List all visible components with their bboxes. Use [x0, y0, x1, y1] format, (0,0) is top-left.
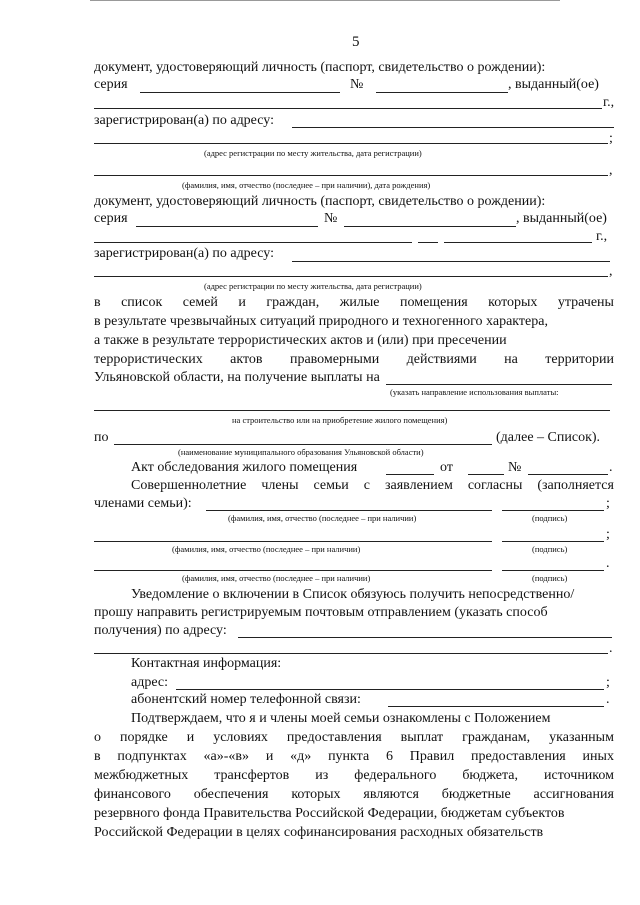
request-line-1-word-6: помещения — [399, 295, 468, 310]
person2-number-field[interactable] — [344, 226, 516, 227]
family-member-1-semicolon: ; — [606, 496, 610, 511]
person2-document-line: документ, удостоверяющий личность (паспорт, свидетельство о рождении): — [94, 194, 546, 209]
contact-address-label: адрес: — [131, 675, 169, 690]
request-line-4-word-1: актов — [230, 352, 263, 367]
person1-semicolon: ; — [609, 131, 613, 146]
confirmation-line-2 — [94, 730, 614, 746]
contact-address-semicolon: ; — [606, 675, 610, 690]
family-intro-word-2: семьи — [313, 478, 349, 493]
person2-issued-by-field[interactable] — [94, 242, 412, 243]
confirmation-line-5-word-2: которых — [291, 787, 341, 802]
person2-comma-2: , — [609, 264, 613, 279]
act-date-field-2[interactable] — [468, 474, 504, 475]
person2-series-label: серия — [94, 211, 128, 226]
request-line-2: в результате чрезвычайных ситуаций природного и техногенного характера, — [94, 314, 548, 329]
person1-number-field[interactable] — [376, 92, 508, 93]
family-intro-word-4: заявлением — [384, 478, 453, 493]
confirmation-line-3 — [94, 749, 614, 765]
request-line-1 — [94, 295, 614, 311]
act-from-label: от — [440, 460, 453, 475]
notification-line-3: получения) по адресу: — [94, 623, 227, 638]
family-intro-line-2: членами семьи): — [94, 496, 192, 511]
confirmation-line-3-word-1: подпунктах — [117, 749, 187, 764]
person2-number-label: № — [324, 211, 338, 226]
family-intro-word-1: члены — [261, 478, 299, 493]
payment-direction-field-2[interactable] — [94, 410, 610, 411]
person1-series-label: серия — [94, 77, 128, 92]
confirmation-line-2-word-1: порядке — [119, 730, 168, 745]
act-number-field[interactable] — [528, 474, 608, 475]
confirmation-line-2-word-0: о — [94, 730, 101, 745]
confirmation-line-5-word-5: ассигнования — [533, 787, 614, 802]
person2-name-field[interactable] — [94, 175, 608, 176]
request-line-3: а также в результате террористических актов и (или) при пресечении — [94, 333, 507, 348]
request-line-1-word-1: список — [121, 295, 163, 310]
person2-issued-day-field[interactable] — [418, 242, 438, 243]
family-member-2-signature-field[interactable] — [502, 541, 604, 542]
confirmation-line-2-word-6: гражданам, — [462, 730, 531, 745]
notification-line-2: прошу направить регистрируемым почтовым отправлением (указать способ — [94, 605, 548, 620]
person1-issued-label: , выданный(ое) — [508, 77, 599, 92]
confirmation-line-4-word-3: федерального — [354, 768, 437, 783]
person1-document-text: документ, удостоверяющий личность (паспорт, свидетельство о рождении): — [94, 60, 546, 75]
person1-series-field[interactable] — [140, 92, 340, 93]
confirmation-line-4-word-0: межбюджетных — [94, 768, 189, 783]
contact-phone-label: абонентский номер телефонной связи: — [131, 692, 361, 707]
family-member-2-name-note: (фамилия, имя, отчество (последнее – при наличии) — [172, 544, 361, 554]
family-intro-word-0: Совершеннолетние — [131, 478, 247, 493]
confirmation-line-4-word-5: источником — [544, 768, 614, 783]
confirmation-line-5-word-4: бюджетные — [441, 787, 511, 802]
notification-address-field[interactable] — [238, 637, 612, 638]
request-line-1-word-4: граждан, — [266, 295, 320, 310]
family-member-1-name-field[interactable] — [206, 510, 492, 511]
request-line-1-word-8: утрачены — [557, 295, 614, 310]
person2-registered-label: зарегистрирован(а) по адресу: — [94, 246, 274, 261]
confirmation-line-4-word-1: трансфертов — [214, 768, 290, 783]
confirmation-line-3-word-9: иных — [582, 749, 614, 764]
confirmation-line-3-word-7: Правил — [409, 749, 455, 764]
confirmation-line-2-word-2: и — [186, 730, 195, 745]
family-intro-word-6: (заполняется — [537, 478, 614, 493]
family-member-2-name-field[interactable] — [94, 541, 492, 542]
family-member-3-name-field[interactable] — [94, 570, 492, 571]
request-line-4 — [94, 352, 614, 368]
construction-note: на строительство или на приобретение жилого помещения) — [232, 415, 448, 425]
family-member-1-signature-field[interactable] — [502, 510, 604, 511]
person1-document-line — [94, 60, 614, 76]
scan-edge-line — [90, 0, 560, 1]
notification-address-field-2[interactable] — [94, 653, 608, 654]
request-line-4-word-4: на — [504, 352, 518, 367]
request-line-4-word-3: действиями — [406, 352, 477, 367]
request-line-4-word-0: террористических — [94, 352, 203, 367]
request-line-1-word-3: и — [238, 295, 246, 310]
confirmation-line-3-word-6: 6 — [385, 749, 393, 764]
person2-year-suffix: г., — [596, 229, 608, 244]
request-line-4-word-2: правомерными — [289, 352, 380, 367]
payment-direction-field[interactable] — [386, 384, 612, 385]
by-label: по — [94, 430, 109, 445]
person2-address-note: (адрес регистрации по месту жительства, дата регистрации) — [204, 281, 422, 291]
direction-note: (указать направление использования выплаты: — [390, 387, 559, 397]
person1-year-suffix: г., — [603, 95, 615, 110]
request-line-5: Ульяновской области, на получение выплаты на — [94, 370, 380, 385]
confirmation-line-5 — [94, 787, 614, 803]
person1-address-field-2[interactable] — [94, 143, 608, 144]
confirmation-line-4-word-2: из — [315, 768, 329, 783]
family-member-3-dot: . — [606, 556, 610, 571]
confirmation-line-3-word-8: предоставления — [470, 749, 566, 764]
person1-number-label: № — [350, 77, 364, 92]
page-number: 5 — [352, 34, 360, 50]
act-number-label: № — [508, 460, 522, 475]
request-line-1-word-2: семей — [182, 295, 218, 310]
request-line-4-word-5: территории — [545, 352, 614, 367]
contact-heading: Контактная информация: — [131, 656, 282, 671]
confirmation-line-7: Российской Федерации в целях софинансирования расходных обязательств — [94, 825, 544, 840]
contact-phone-field[interactable] — [388, 706, 604, 707]
confirmation-line-2-word-4: предоставления — [286, 730, 382, 745]
request-line-1-word-0: в — [94, 295, 101, 310]
family-member-3-signature-note: (подпись) — [532, 573, 568, 583]
confirmation-line-3-word-2: «а»-«в» — [203, 749, 250, 764]
family-member-1-name-note: (фамилия, имя, отчество (последнее – при наличии) — [228, 513, 417, 523]
act-period: . — [609, 460, 613, 475]
family-intro-line — [131, 478, 614, 494]
confirmation-line-5-word-1: обеспечения — [193, 787, 269, 802]
person2-issued-label: , выданный(ое) — [516, 211, 607, 226]
person1-address-field[interactable] — [292, 127, 614, 128]
person2-address-field-2[interactable] — [94, 276, 608, 277]
person1-issued-by-field[interactable] — [94, 108, 602, 109]
contact-address-field[interactable] — [176, 689, 604, 690]
family-intro-word-3: с — [363, 478, 370, 493]
municipality-field[interactable] — [114, 444, 492, 445]
confirmation-line-2-word-3: условиях — [213, 730, 268, 745]
person2-comma: , — [609, 163, 613, 178]
confirmation-line-4-word-4: бюджета, — [462, 768, 519, 783]
family-member-1-signature-note: (подпись) — [532, 513, 568, 523]
confirmation-line-1: Подтверждаем, что я и члены моей семьи ознакомлены с Положением — [131, 711, 551, 726]
family-member-2-semicolon: ; — [606, 527, 610, 542]
contact-phone-period: . — [606, 692, 610, 707]
confirmation-line-5-word-0: финансового — [94, 787, 171, 802]
notification-period: . — [609, 641, 613, 656]
person2-issued-date-field[interactable] — [444, 242, 592, 243]
municipality-note: (наименование муниципального образования Ульяновской области) — [178, 447, 424, 457]
notification-line-1: Уведомление о включении в Список обязуюсь получить непосредственно/ — [131, 587, 575, 602]
act-date-field-1[interactable] — [386, 474, 434, 475]
confirmation-line-3-word-3: и — [265, 749, 274, 764]
confirmation-line-2-word-7: указанным — [549, 730, 614, 745]
person2-series-field[interactable] — [136, 226, 318, 227]
family-intro-word-5: согласны — [467, 478, 523, 493]
family-member-2-signature-note: (подпись) — [532, 544, 568, 554]
request-line-1-word-5: жилые — [339, 295, 380, 310]
family-member-3-signature-field[interactable] — [502, 570, 604, 571]
person2-name-note: (фамилия, имя, отчество (последнее – при наличии), дата рождения) — [182, 180, 431, 190]
confirmation-line-3-word-5: пункта — [328, 749, 370, 764]
act-label: Акт обследования жилого помещения — [131, 460, 358, 475]
person2-address-field[interactable] — [292, 261, 610, 262]
confirmation-line-5-word-3: являются — [363, 787, 419, 802]
person1-address-note: (адрес регистрации по месту жительства, дата регистрации) — [204, 148, 422, 158]
person1-registered-label: зарегистрирован(а) по адресу: — [94, 113, 274, 128]
list-label: (далее – Список). — [496, 430, 601, 445]
confirmation-line-3-word-0: в — [94, 749, 101, 764]
confirmation-line-2-word-5: выплат — [400, 730, 444, 745]
confirmation-line-4 — [94, 768, 614, 784]
confirmation-line-3-word-4: «д» — [290, 749, 312, 764]
family-member-3-name-note: (фамилия, имя, отчество (последнее – при наличии) — [182, 573, 371, 583]
confirmation-line-6: резервного фонда Правительства Российской Федерации, бюджетам субъектов — [94, 806, 565, 821]
request-line-1-word-7: которых — [488, 295, 538, 310]
